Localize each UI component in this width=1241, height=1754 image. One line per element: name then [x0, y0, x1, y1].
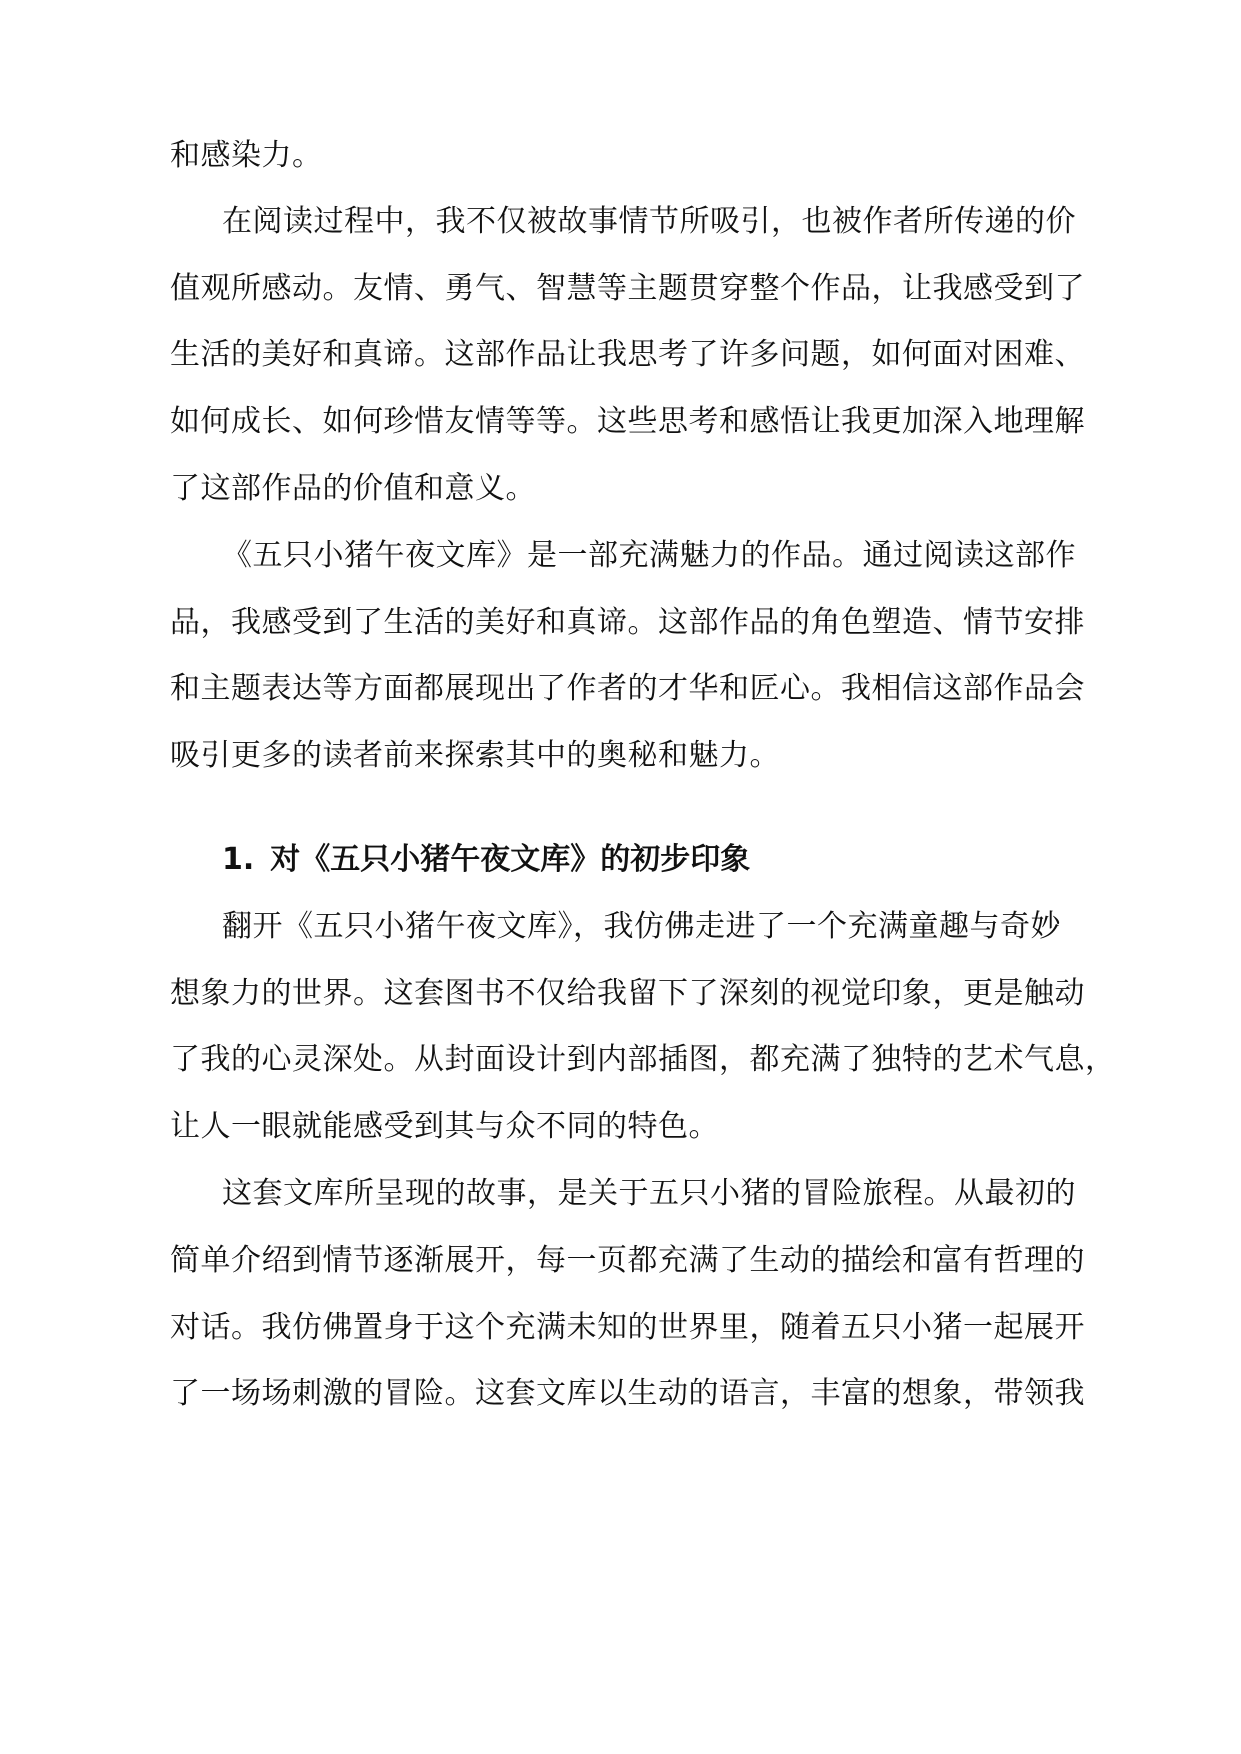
paragraph-line: 了我的心灵深处。从封面设计到内部插图，都充满了独特的艺术气息，: [170, 1042, 1116, 1077]
paragraph-line: 了一场场刺激的冒险。这套文库以生动的语言，丰富的想象，带领我: [170, 1376, 1085, 1411]
paragraph-line: 值观所感动。友情、勇气、智慧等主题贯穿整个作品，让我感受到了: [170, 271, 1085, 306]
paragraph-line: 如何成长、如何珍惜友情等等。这些思考和感悟让我更加深入地理解: [170, 404, 1085, 439]
paragraph-line: 对话。我仿佛置身于这个充满未知的世界里，随着五只小猪一起展开: [170, 1310, 1085, 1345]
paragraph-line: 了这部作品的价值和意义。: [170, 471, 536, 506]
paragraph-line: 想象力的世界。这套图书不仅给我留下了深刻的视觉印象，更是触动: [170, 976, 1085, 1011]
section-number: 1.: [222, 842, 255, 877]
paragraph-line: 和主题表达等方面都展现出了作者的才华和匠心。我相信这部作品会: [170, 671, 1085, 706]
paragraph-line: 和感染力。: [170, 138, 323, 173]
paragraph-line: 在阅读过程中，我不仅被故事情节所吸引，也被作者所传递的价: [222, 204, 1076, 239]
paragraph-line: 品，我感受到了生活的美好和真谛。这部作品的角色塑造、情节安排: [170, 605, 1085, 640]
section-title: 对《五只小猪午夜文库》的初步印象: [270, 842, 751, 877]
paragraph-line: 简单介绍到情节逐渐展开，每一页都充满了生动的描绘和富有哲理的: [170, 1243, 1085, 1278]
paragraph-line: 翻开《五只小猪午夜文库》，我仿佛走进了一个充满童趣与奇妙: [222, 909, 1061, 944]
paragraph-line: 让人一眼就能感受到其与众不同的特色。: [170, 1109, 719, 1144]
paragraph-line: 《五只小猪午夜文库》是一部充满魅力的作品。通过阅读这部作: [222, 538, 1076, 573]
paragraph-line: 吸引更多的读者前来探索其中的奥秘和魅力。: [170, 738, 780, 773]
paragraph-line: 生活的美好和真谛。这部作品让我思考了许多问题，如何面对困难、: [170, 337, 1085, 372]
paragraph-line: 这套文库所呈现的故事，是关于五只小猪的冒险旅程。从最初的: [222, 1176, 1076, 1211]
section-heading: [0, 840, 1241, 880]
